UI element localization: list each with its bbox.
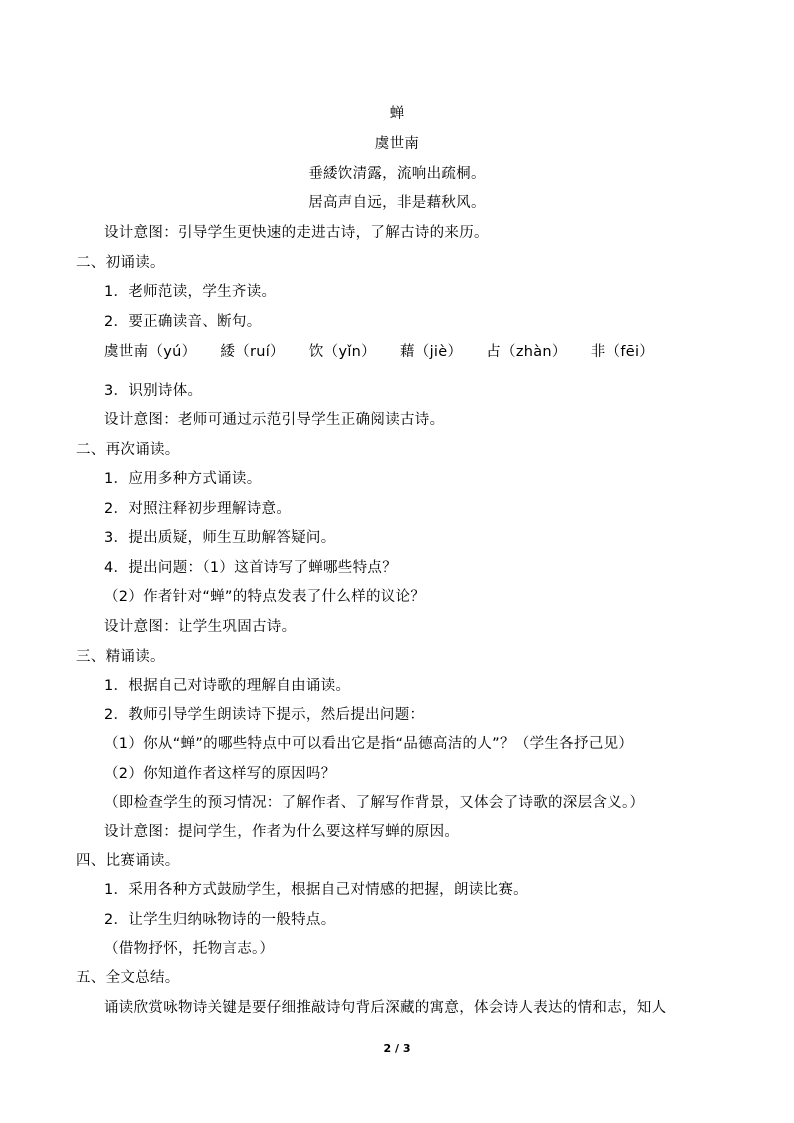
- pinyin-item: 非（fēi）: [590, 344, 655, 360]
- section-heading-contest: 四、比赛诵读。: [76, 853, 180, 869]
- poem-author: 虞世南: [374, 136, 420, 152]
- read-again-item-4: 4．提出问题：（1）这首诗写了蝉哪些特点？: [104, 560, 397, 576]
- page-number: 2 / 3: [383, 1042, 411, 1055]
- read-again-item-2: 2．对照注释初步理解诗意。: [104, 501, 292, 517]
- close-reading-question-1: （1）你从“蝉”的哪些特点中可以看出它是指“品德高洁的人”？（学生各抒己见）: [104, 736, 634, 752]
- close-reading-item-2: 2．教师引导学生朗读诗下提示，然后提出问题：: [104, 707, 425, 723]
- summary-text: 诵读欣赏咏物诗关键是要仔细推敲诗句背后深藏的寓意，体会诗人表达的情和志，知人: [104, 1000, 667, 1016]
- section-heading-first-read: 二、初诵读。: [76, 255, 165, 271]
- pinyin-item: 占（zhàn）: [486, 344, 567, 360]
- design-intent-3: 设计意图：让学生巩固古诗。: [104, 619, 297, 635]
- read-again-item-4b: （2）作者针对“蝉”的特点发表了什么样的议论？: [104, 589, 426, 605]
- contest-item-2: 2．让学生归纳咏物诗的一般特点。: [104, 912, 336, 928]
- section-heading-read-again: 二、再次诵读。: [76, 442, 180, 458]
- contest-item-1: 1．采用各种方式鼓励学生，根据自己对情感的把握，朗读比赛。: [104, 882, 528, 898]
- pinyin-list: [104, 342, 678, 362]
- close-reading-note: （即检查学生的预习情况：了解作者、了解写作背景，又体会了诗歌的深层含义。）: [104, 795, 645, 811]
- design-intent-1: 设计意图：引导学生更快速的走进古诗，了解古诗的来历。: [104, 225, 489, 241]
- poem-line-1: 垂緌饮清露，流响出疏桐。: [308, 166, 486, 182]
- contest-note: （借物抒怀，托物言志。）: [104, 941, 275, 957]
- read-again-item-3: 3．提出质疑，师生互助解答疑问。: [104, 530, 336, 546]
- close-reading-item-1: 1．根据自己对诗歌的理解自由诵读。: [104, 678, 351, 694]
- read-again-item-1: 1．应用多种方式诵读。: [104, 471, 262, 487]
- first-read-item-2: 2．要正确读音、断句。: [104, 314, 262, 330]
- section-heading-summary: 五、全文总结。: [76, 970, 180, 986]
- pinyin-item: 饮（yǐn）: [308, 344, 376, 360]
- design-intent-2: 设计意图：老师可通过示范引导学生正确阅读古诗。: [104, 412, 445, 428]
- section-heading-close-reading: 三、精诵读。: [76, 649, 165, 665]
- design-intent-4: 设计意图：提问学生，作者为什么要这样写蝉的原因。: [104, 824, 460, 840]
- poem-title: 蝉: [389, 106, 405, 122]
- first-read-item-1: 1．老师范读，学生齐读。: [104, 284, 277, 300]
- close-reading-question-2: （2）你知道作者这样写的原因吗？: [104, 766, 336, 782]
- pinyin-item: 虞世南（yú）: [104, 344, 197, 360]
- pinyin-item: 藉（jiè）: [399, 344, 463, 360]
- pinyin-item: 緌（ruí）: [220, 344, 285, 360]
- poem-line-2: 居高声自远，非是藉秋风。: [308, 195, 486, 211]
- first-read-item-3: 3．识别诗体。: [104, 383, 203, 399]
